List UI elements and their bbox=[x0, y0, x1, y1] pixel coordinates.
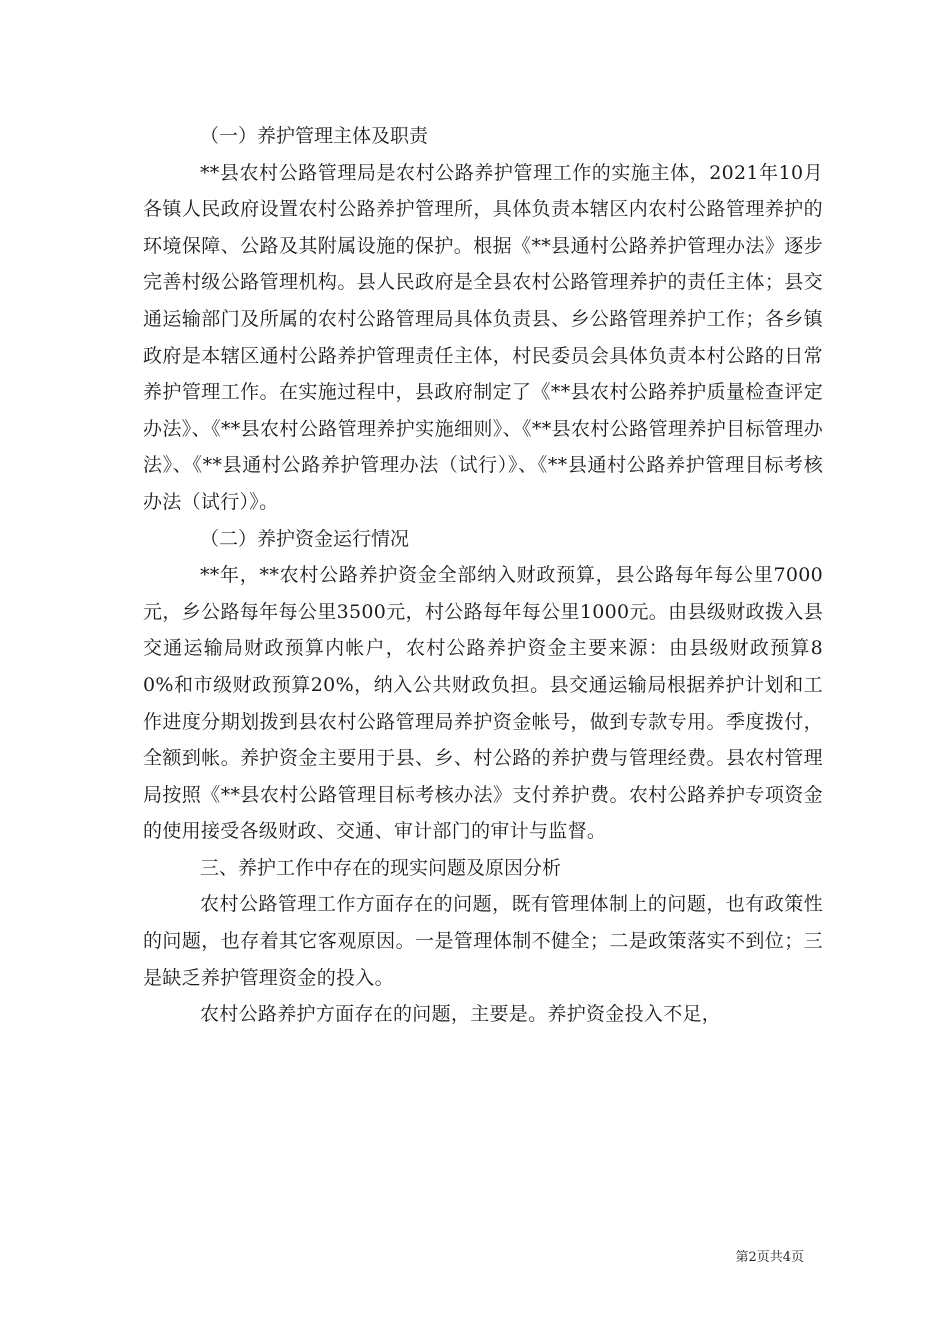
document-body bbox=[143, 118, 823, 1033]
section-heading-responsibilities: （一）养护管理主体及职责 bbox=[200, 125, 429, 147]
paragraph-maintenance-problems: 农村公路养护方面存在的问题，主要是。养护资金投入不足， bbox=[200, 1003, 722, 1026]
paragraph-funding: **年，**农村公路养护资金全部纳入财政预算，县公路每年每公里7000元，乡公路每年每公里3500元，村公路每年每公里1000元。由县级财政拨入县交通运输局财政预算内帐户，农村公路养护资金主要来源：由县级财政预算80%和市级财政预算20%，纳入公共财政负担。县交通运输局根据养护计划和工作进度分期划拨到县农村公路管理局养护资金帐号，做到专款专用。季度拨付，全额到帐。养护资金主要用于县、乡、村公路的养护费与管理经费。县农村管理局按照《**县农村公路管理目标考核办法》支付养护费。农村公路养护专项资金的使用接受各级财政、交通、审计部门的审计与监督。 bbox=[143, 564, 823, 843]
paragraph-management-body: **县农村公路管理局是农村公路养护管理工作的实施主体，2021年10月各镇人民政府设置农村公路养护管理所，具体负责本辖区内农村公路管理养护的环境保障、公路及其附属设施的保护。根据《**县通村公路养护管理办法》逐步完善村级公路管理机构。县人民政府是全县农村公路管理养护的责任主体；县交通运输部门及所属的农村公路管理局具体负责县、乡公路管理养护工作；各乡镇政府是本辖区通村公路养护管理责任主体，村民委员会具体负责本村公路的日常养护管理工作。在实施过程中，县政府制定了《**县农村公路养护质量检查评定办法》、《**县农村公路管理养护实施细则》、《**县农村公路管理养护目标管理办法》、《**县通村公路养护管理办法（试行）》、《**县通村公路养护管理目标考核办法（试行）》。 bbox=[143, 161, 823, 513]
section-heading-problems: 三、养护工作中存在的现实问题及原因分析 bbox=[200, 856, 562, 879]
paragraph-management-problems: 农村公路管理工作方面存在的问题，既有管理体制上的问题，也有政策性的问题，也存着其它客观原因。一是管理体制不健全；二是政策落实不到位；三是缺乏养护管理资金的投入。 bbox=[143, 893, 823, 989]
page-number: 第2页共4页 bbox=[735, 1250, 804, 1265]
section-heading-funding: （二）养护资金运行情况 bbox=[200, 527, 410, 550]
